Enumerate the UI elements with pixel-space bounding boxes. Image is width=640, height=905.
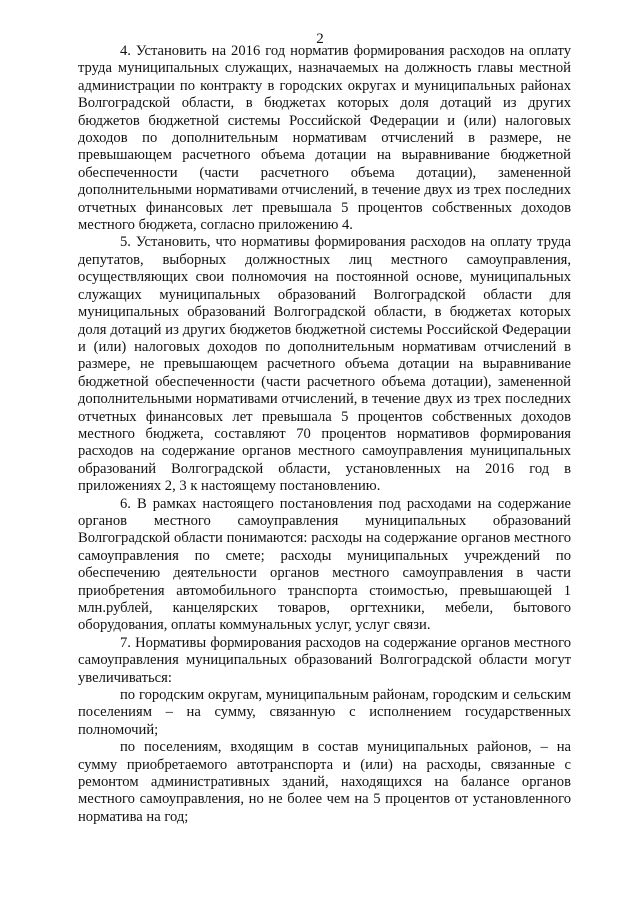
paragraph-subitem-settlements: по поселениям, входящим в состав муниципальных районов, – на сумму приобретаемого автотранспорта и (или) на расходы, связанные с ремонтом административных зданий, находящихся на балансе органов местного самоуправления, но не более чем на 5 процентов от установленного норматива на год; (78, 739, 571, 825)
paragraph-item-6: 6. В рамках настоящего постановления под расходами на содержание органов местного самоуправления муниципальных образований Волгоградской области понимаются: расходы на содержание органов местного самоуправления по смете; расходы муниципальных учреждений по обеспечению деятельности органов местного самоуправления в части приобретения автомобильного транспорта стоимостью, превышающей 1 млн.рублей, канцелярских товаров, оргтехники, мебели, бытового оборудования, оплаты коммунальных услуг, услуг связи. (78, 495, 571, 634)
document-body (78, 43, 571, 826)
page-number: 2 (316, 31, 324, 47)
paragraph-item-5: 5. Установить, что нормативы формирования расходов на оплату труда депутатов, выборных должностных лиц местного самоуправления, осуществляющих свои полномочия на постоянной основе, муниципальных служащих муниципальных образований Волгоградской области для муниципальных образований Волгоградской области, в бюджетах которых доля дотаций из других бюджетов бюджетной системы Российской Федерации и (или) налоговых доходов по дополнительным нормативам отчислений в размере, не превышающем расчетного объема дотации на выравнивание бюджетной обеспеченности (части расчетного объема дотации), замененной дополнительными нормативами отчислений, в течение двух из трех последних отчетных финансовых лет превышала 5 процентов собственных доходов местного бюджета, составляют 70 процентов нормативов формирования расходов на содержание органов местного самоуправления муниципальных образований Волгоградской области, установленных на 2016 год в приложениях 2, 3 к настоящему постановлению. (78, 234, 571, 495)
paragraph-item-7: 7. Нормативы формирования расходов на содержание органов местного самоуправления муниципальных образований Волгоградской области могут увеличиваться: (78, 634, 571, 686)
paragraph-item-4: 4. Установить на 2016 год норматив формирования расходов на оплату труда муниципальных служащих, назначаемых на должность главы местной администрации по контракту в городских округах и муниципальных районах Волгоградской области, в бюджетах которых доля дотаций из других бюджетов бюджетной системы Российской Федерации и (или) налоговых доходов по дополнительным нормативам отчислений в размере, не превышающем расчетного объема дотации на выравнивание бюджетной обеспеченности (части расчетного объема дотации), замененной дополнительными нормативами отчислений, в течение двух из трех последних отчетных финансовых лет превышала 5 процентов собственных доходов местного бюджета, согласно приложению 4. (78, 43, 571, 234)
paragraph-subitem-city-districts: по городским округам, муниципальным районам, городским и сельским поселениям – на сумму, связанную с исполнением государственных полномочий; (78, 687, 571, 738)
